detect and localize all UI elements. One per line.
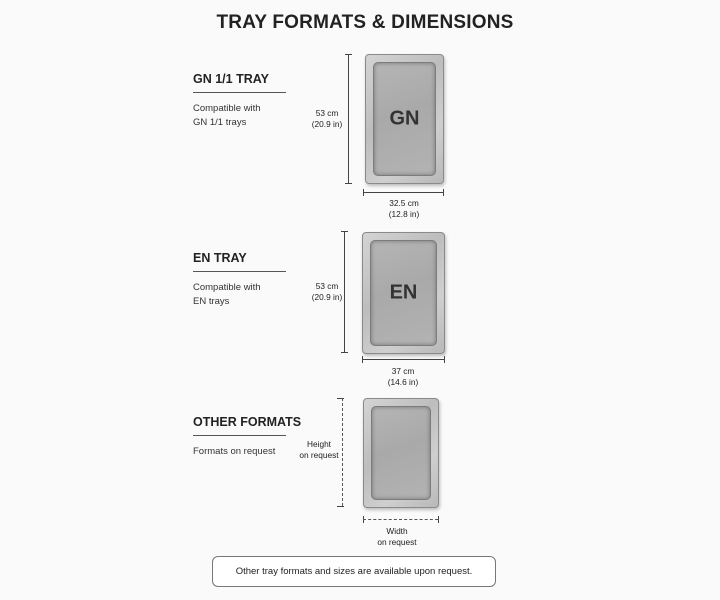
section-title: GN 1/1 TRAY bbox=[193, 72, 286, 93]
width-tick-right bbox=[438, 516, 439, 523]
tray-label: EN bbox=[389, 281, 418, 304]
height-label: 53 cm (20.9 in) bbox=[311, 108, 343, 129]
height-dimension-line bbox=[348, 54, 349, 183]
width-dimension-line bbox=[363, 519, 438, 520]
width-dimension-line bbox=[363, 192, 443, 193]
page-title: TRAY FORMATS & DIMENSIONS bbox=[216, 12, 514, 33]
section-other bbox=[193, 415, 302, 459]
height-label: Height on request bbox=[299, 439, 339, 460]
width-label: 37 cm (14.6 in) bbox=[387, 366, 419, 387]
height-dimension-line bbox=[342, 398, 343, 506]
width-tick-right bbox=[443, 189, 444, 196]
height-dimension-line bbox=[344, 231, 345, 352]
section-gn bbox=[193, 72, 288, 129]
tray-basin bbox=[371, 406, 431, 500]
generic-tray bbox=[363, 398, 439, 508]
width-label: 32.5 cm (12.8 in) bbox=[388, 198, 420, 219]
en-tray bbox=[362, 232, 445, 354]
footer-note: Other tray formats and sizes are available upon request. bbox=[212, 556, 496, 587]
section-title: EN TRAY bbox=[193, 251, 286, 272]
gn-tray bbox=[365, 54, 444, 184]
section-title: OTHER FORMATS bbox=[193, 415, 286, 436]
width-label: Width on request bbox=[377, 526, 417, 547]
height-tick-bottom bbox=[345, 183, 352, 184]
tray-label: GN bbox=[389, 107, 420, 130]
height-tick-bottom bbox=[337, 506, 344, 507]
width-dimension-line bbox=[362, 359, 444, 360]
section-description: Formats on request bbox=[193, 446, 276, 457]
section-description: Compatible with GN 1/1 trays bbox=[193, 103, 261, 128]
width-tick-right bbox=[444, 356, 445, 363]
height-tick-bottom bbox=[341, 352, 348, 353]
section-en bbox=[193, 251, 288, 308]
height-label: 53 cm (20.9 in) bbox=[311, 281, 343, 302]
section-description: Compatible with EN trays bbox=[193, 282, 261, 307]
